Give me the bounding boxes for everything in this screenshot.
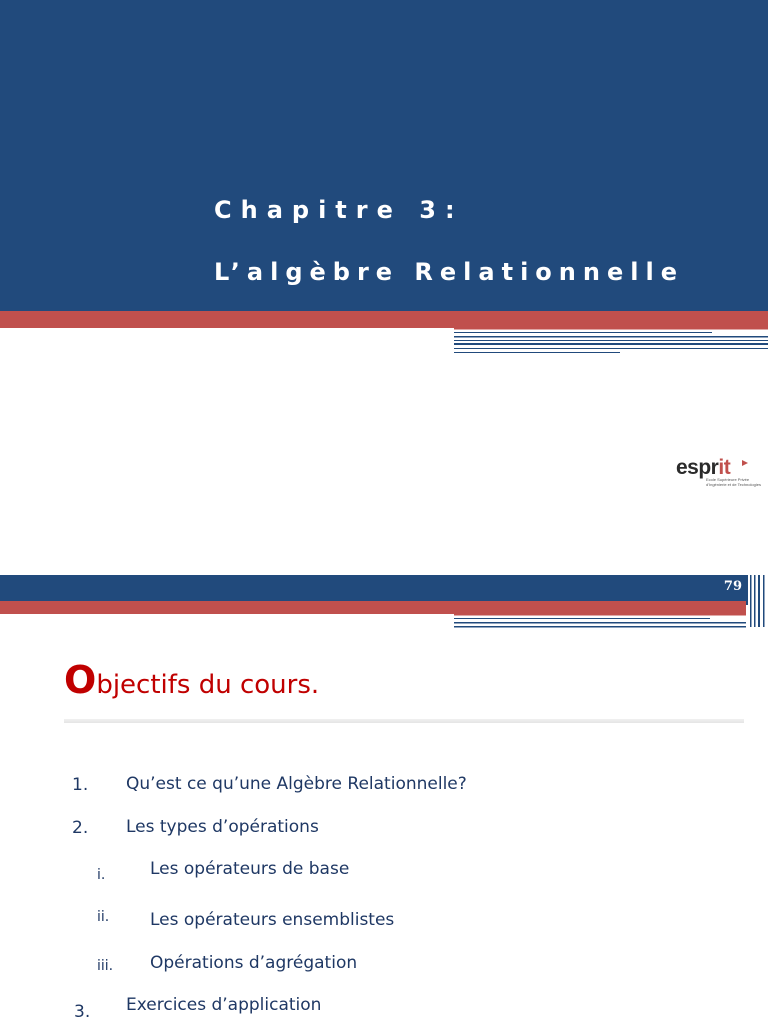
page-number: 79 (723, 579, 742, 594)
sublist-number: ii. (97, 909, 110, 925)
logo-flag-icon (742, 460, 748, 466)
logo-wordmark: esprit (676, 456, 731, 479)
decorative-lines (454, 328, 768, 358)
decorative-lines (454, 614, 746, 630)
chapter-number: Chapitre 3: (214, 196, 464, 224)
sublist-number: i. (97, 867, 106, 883)
list-number: 1. (72, 775, 89, 795)
objectives-slide (0, 575, 768, 1024)
sublist-item: Opérations d’agrégation (150, 953, 358, 973)
header-banner (0, 575, 746, 601)
list-number: 3. (74, 1002, 91, 1022)
heading-divider (64, 719, 744, 723)
slide-heading: Objectifs du cours. (64, 658, 320, 702)
accent-stripe (0, 601, 746, 614)
list-item: Exercices d’application (126, 995, 322, 1015)
decorative-vertical-bars (746, 575, 768, 627)
sublist-item: Les opérateurs de base (150, 859, 350, 879)
sublist-item: Les opérateurs ensemblistes (150, 910, 395, 930)
esprit-logo (672, 450, 768, 505)
list-item: Qu’est ce qu’une Algèbre Relationnelle? (126, 774, 467, 794)
list-item: Les types d’opérations (126, 817, 319, 837)
sublist-number: iii. (97, 958, 114, 974)
accent-stripe (0, 311, 768, 328)
chapter-title: L’algèbre Relationnelle (214, 258, 684, 286)
list-number: 2. (72, 818, 89, 838)
logo-tagline: Ecole Supérieure Privée d'Ingénierie et de Technologies (706, 477, 761, 487)
